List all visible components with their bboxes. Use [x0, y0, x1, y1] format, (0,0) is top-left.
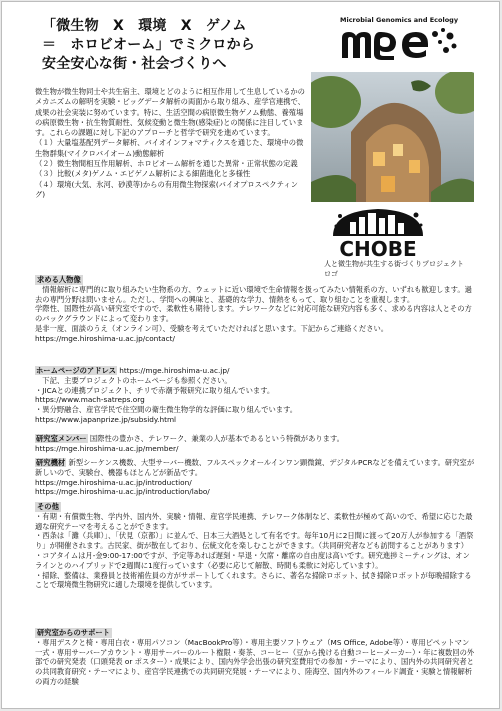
approach-item-1: （１）大量塩基配列データ解析、バイオインフォマティクスを通じた、環境中の微生物群集(マイクロバイオーム)動態解析	[35, 138, 304, 158]
wanted-paragraph-3: 是非一度、面談のうえ（オンライン可）、受験を考えていただければと思います。下記からご連絡ください。 https://mge.hiroshima-u.ac.jp/contact/	[35, 323, 392, 343]
section-other	[35, 502, 475, 590]
other-item-3: ・コアタイムは月-金9:00-17:00ですが、予定等あれば遅刻・早退・欠席・離席の自由度は高いです。研究進捗ミーティングは、オンラインとのハイブリッドで2週間に1度行っています（必要に応じて解散、時間も柔軟に対応しています）。	[35, 550, 470, 570]
chobe-logo	[328, 206, 428, 261]
poster-title	[42, 17, 332, 74]
members-url[interactable]: https://mge.hiroshima-u.ac.jp/member/	[35, 443, 179, 453]
lab-logo-caption: Microbial Genomics and Ecology	[340, 16, 459, 24]
approach-item-3: （３）比較(メタ)ゲノム・エピゲノム解析による細菌進化と多様性	[35, 169, 251, 179]
other-item-4: ・掃除、整備は、業務員と技術補佐員の方がサポートしてくれます。さらに、著名な掃除ロボット、拭き掃除ロボットが毎晩掃除することで環境微生物研究に適した環境を提供しています。	[35, 570, 472, 590]
equipment-text: 新型シーケンス機数、大型サーバー機数、フルスペックオールインワン顕微鏡、デジタルPCRなどを備えています。研究室が新しいので、実験台、機器もほとんどが新品です。	[35, 458, 475, 477]
section-members	[35, 434, 475, 454]
title-line-2: ＝ ホロビオーム」でミクロから	[42, 37, 255, 53]
section-heading-equipment: 研究機材	[36, 458, 66, 467]
intro-text	[35, 87, 305, 200]
section-heading-wanted: 求める人物像	[37, 275, 81, 284]
japanprize-url[interactable]: https://www.japanprize.jp/subsidy.html	[35, 414, 177, 424]
chobe-wordmark: CHOBE	[339, 237, 417, 261]
section-wanted	[35, 275, 475, 344]
poster-page	[1, 1, 500, 709]
labo-url[interactable]: https://mge.hiroshima-u.ac.jp/introduction/labo/	[35, 487, 210, 497]
introduction-url[interactable]: https://mge.hiroshima-u.ac.jp/introduction/	[35, 477, 192, 487]
title-line-1: 「微生物 X 環境 X ゲノム	[42, 18, 247, 34]
section-heading-members: 研究室メンバー	[36, 434, 87, 443]
building-photo	[311, 72, 474, 202]
support-text: ・専用デスクと椅・専用白衣・専用パソコン（MacBookPro等）・専用主要ソフトウェア（MS Office, Adobe等）・専用ピペットマン一式・専用サーバーアカウント・専用サーバーのルート権限・奏茶、コーヒー（豆から挽ける自動コーヒーメーカー）・年に複数回の外部での研究発表（口頭発表 or ポスター）・成果により、国内外学会出張の研究室費用での参加・テーマにより、国内外の共同研究者との共同教育研究・テーマにより、産官学民連携での共同研究発展・テーマにより、陸海空、国内外のフィールド調査・実験と情報解析の両方の経験	[35, 637, 475, 686]
section-homepage	[35, 366, 475, 425]
wanted-paragraph-2: 学際性、国際性が高い研究室ですので、柔軟性も期待します。テレワークなどに対応可能な研究内容も多く、求める内容は人とその方のバックグラウンドによって変わります。	[35, 304, 472, 324]
members-text: 国際性の豊かさ、テレワーク、兼業の人が基本であるという特徴があります。	[89, 434, 344, 443]
homepage-url[interactable]: https://mge.hiroshima-u.ac.jp/	[119, 366, 230, 375]
section-equipment	[35, 458, 475, 497]
mge-logo	[340, 24, 460, 60]
section-heading-other: その他	[37, 502, 59, 511]
other-item-2: ・西条は「灘（兵庫）」、「伏見（京都）」に並んで、日本三大酒処として有名です。毎年10月に2日間に渡って20万人が参加する「酒祭り」が開催されます。古民家、街が散在しており、伝統文化を楽しむことができます。（共同研究者なども訪問することがあります）	[35, 531, 474, 551]
title-line-3: 安全安心な街・社会づくりへ	[42, 56, 227, 72]
wanted-paragraph-1: 情報解析に専門的に取り組みたい生物系の方、ウェットに近い環境で生命情報を扱ってみたい情報系の方、いずれも歓迎します。過去の専門分野は問いません。ただし、学問への興味と、基礎的な学力、情熱をもって、取り組むことを重視します。	[35, 284, 472, 304]
approach-item-2: （２）微生物間相互作用解析、ホロビオーム解析を通じた異常・正常状態の定義	[35, 159, 298, 169]
section-support	[35, 628, 475, 687]
section-heading-support: 研究室からのサポート	[37, 628, 110, 637]
other-item-1: ・有期・有償微生物、学内外、国内外、実験・情報、産官学民連携、テレワーク体制など、柔軟性が極めて高いので、希望に応じた最適な研究テーマを考えることができます。	[35, 511, 473, 531]
intro-paragraph: 微生物が微生物同士や共生宿主、環境とどのように相互作用して生息しているかのメカニズムの解明を実験・ビッグデータ解析の両面から取り組み、産学官連携で、成果の社会実装に努めています。特に、生活空間の病原微生物ゲノム動態、養殖場の病原微生物・抗生物質耐性、気候変動と微生物(感染症)との関係に注目しています。これらの課題に対し下記のアプローチと哲学で研究を進めています。	[35, 87, 305, 138]
homepage-line-1: 下記、主要プロジェクトのホームページも参照ください。	[35, 375, 232, 385]
section-heading-homepage: ホームページのアドレス	[36, 366, 116, 375]
chobe-caption: 人と微生物が共生する街づくりプロジェクトロゴ	[324, 260, 464, 278]
approach-item-4: （４）環境(大気、氷河、砂漠等)からの有用微生物探索(バイオプロスペクティング)	[35, 179, 298, 199]
homepage-line-2: ・JICAとの連携プロジェクト、チリで赤潮予報研究に取り組んでいます。	[35, 385, 275, 395]
mach-satreps-url[interactable]: https://www.mach-satreps.org	[35, 395, 145, 405]
homepage-line-4: ・異分野融合、産官学民で住空間の衛生微生物学的な評価に取り組んでいます。	[35, 405, 298, 415]
